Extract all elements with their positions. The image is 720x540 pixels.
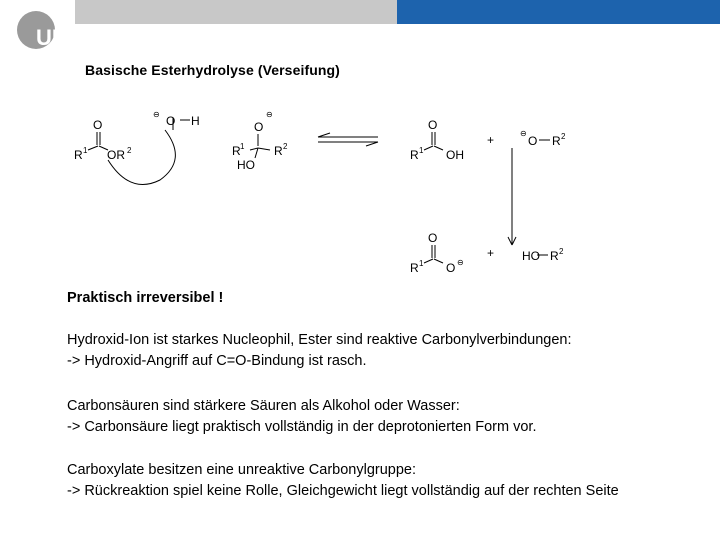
acid-oh: OH	[446, 148, 464, 162]
paragraph-carboxylate	[67, 460, 619, 502]
paragraph-acidity	[67, 396, 536, 438]
header-blue-bar	[397, 0, 720, 24]
paragraph-nucleophile	[67, 330, 572, 372]
university-logo	[14, 8, 74, 52]
paragraph-line: -> Carbonsäure liegt praktisch vollständig in der deprotonierten Form vor.	[67, 419, 537, 435]
carboxylate-oxygen-2: O	[446, 261, 456, 275]
paragraph-line: Hydroxid-Ion ist starkes Nucleophil, Ester sind reaktive Carbonylverbindungen:	[67, 332, 572, 348]
paragraph-line: Carboxylate besitzen eine unreaktive Carbonylgruppe:	[67, 462, 417, 478]
svg-text:1: 1	[240, 142, 245, 151]
alcohol-r2: R	[550, 249, 559, 263]
alkoxide-oxygen: O	[528, 134, 538, 148]
ester-oxygen: O	[93, 118, 103, 132]
acid-oxygen: O	[428, 118, 438, 132]
intermediate-oxygen: O	[254, 120, 264, 134]
logo-text: UR	[36, 25, 68, 50]
svg-text:1: 1	[83, 146, 88, 155]
carboxylate-charge: ⊖	[457, 258, 464, 267]
paragraph-line: Carbonsäuren sind stärkere Säuren als Alkohol oder Wasser:	[67, 398, 460, 414]
hydroxide-charge: ⊖	[153, 110, 160, 119]
paragraph-line: -> Rückreaktion spiel keine Rolle, Gleichgewicht liegt vollständig auf der rechten Seite	[67, 483, 619, 499]
reaction-scheme	[60, 100, 580, 280]
alcohol-ho: HO	[522, 249, 540, 263]
hydroxide-hydrogen: H	[191, 114, 200, 128]
plus-sign-1: +	[487, 133, 495, 147]
svg-text:2: 2	[283, 142, 288, 151]
paragraph-line: -> Hydroxid-Angriff auf C=O-Bindung ist rasch.	[67, 353, 367, 369]
intermediate-r1: R	[232, 144, 241, 158]
hydroxide-oxygen: O	[166, 114, 176, 128]
svg-text:1: 1	[419, 146, 424, 155]
plus-sign-2: +	[487, 246, 495, 260]
ester-or2: OR	[107, 148, 125, 162]
svg-text:2: 2	[561, 132, 566, 141]
acid-r1: R	[410, 148, 419, 162]
ester-r1: R	[74, 148, 83, 162]
intermediate-charge: ⊖	[266, 110, 273, 119]
slide-title: Basische Esterhydrolyse (Verseifung)	[85, 62, 340, 78]
svg-text:1: 1	[419, 259, 424, 268]
alkoxide-r2: R	[552, 134, 561, 148]
intermediate-r2: R	[274, 144, 283, 158]
intermediate-ho: HO	[237, 158, 255, 172]
carboxylate-r1: R	[410, 261, 419, 275]
svg-text:2: 2	[127, 146, 132, 155]
svg-text:2: 2	[559, 247, 564, 256]
header-gray-bar	[75, 0, 397, 24]
alkoxide-charge: ⊖	[520, 129, 527, 138]
carboxylate-oxygen: O	[428, 231, 438, 245]
irreversible-heading: Praktisch irreversibel !	[67, 290, 224, 306]
